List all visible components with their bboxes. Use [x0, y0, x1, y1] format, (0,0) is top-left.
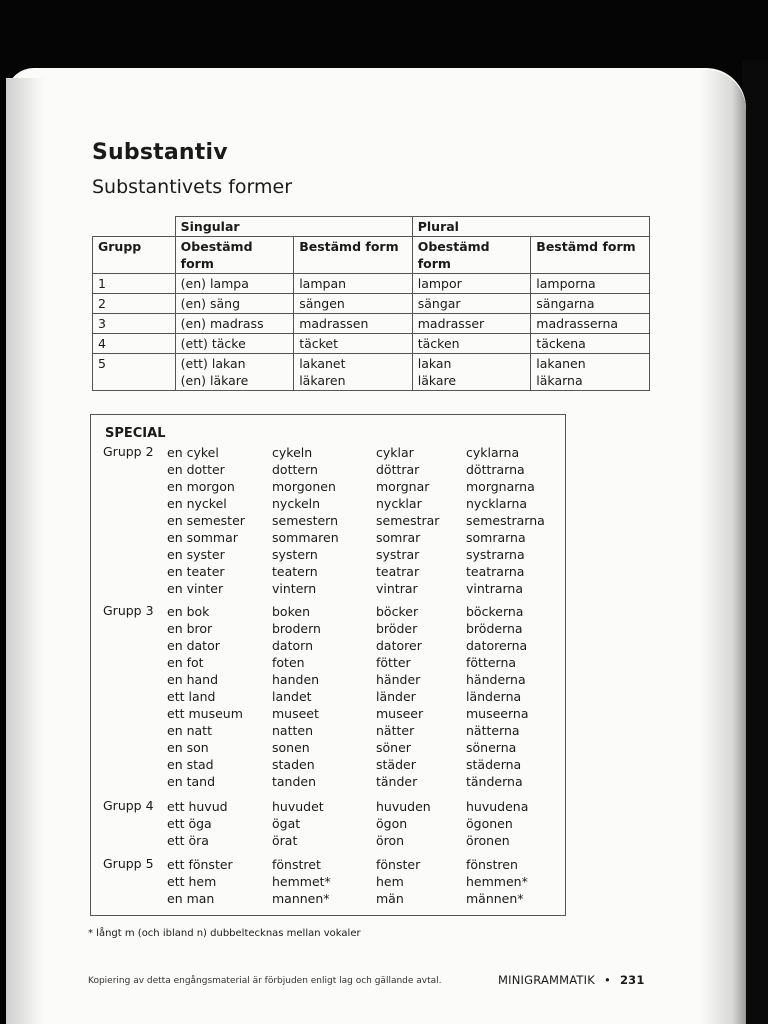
column-header-plural-definite: Bestämd form	[531, 237, 650, 274]
word-plural-definite: semestrarna	[466, 513, 545, 528]
footnote: * långt m (och ibland n) dubbeltecknas mellan vokaler	[88, 928, 361, 939]
word-singular-indefinite: ett land	[167, 689, 216, 704]
word-plural-indefinite: länder	[376, 689, 416, 704]
word-singular-definite: boken	[272, 604, 310, 619]
word-plural-indefinite: händer	[376, 672, 421, 687]
word-plural-definite: fötterna	[466, 655, 517, 670]
cell-plural-indefinite: madrasser	[412, 314, 531, 334]
word-plural-definite: öronen	[466, 833, 510, 848]
word-plural-indefinite: tänder	[376, 774, 418, 789]
cell-line: lakanen	[536, 356, 586, 371]
word-plural-indefinite: öron	[376, 833, 405, 848]
list-item	[103, 529, 563, 546]
word-plural-definite: morgnarna	[466, 479, 535, 494]
table-row	[93, 354, 650, 391]
word-plural-definite: sönerna	[466, 740, 517, 755]
word-singular-indefinite: en cykel	[167, 445, 219, 460]
word-singular-indefinite: en nyckel	[167, 496, 227, 511]
word-plural-indefinite: ögon	[376, 816, 408, 831]
table-column-header-row	[93, 237, 650, 274]
word-singular-indefinite: en bror	[167, 621, 213, 636]
cell-grupp: 3	[93, 314, 176, 334]
group-label: Grupp 4	[103, 798, 154, 813]
cell-grupp: 1	[93, 274, 176, 294]
list-item	[103, 873, 563, 890]
word-singular-definite: handen	[272, 672, 320, 687]
word-plural-definite: döttrarna	[466, 462, 525, 477]
word-singular-definite: museet	[272, 706, 319, 721]
page-edge-shadow-right	[700, 70, 746, 1024]
cell-singular-definite: madrassen	[294, 314, 413, 334]
cell-plural-definite: madrasserna	[531, 314, 650, 334]
cell-line: lakanet	[299, 356, 346, 371]
word-singular-definite: tanden	[272, 774, 317, 789]
table-empty-corner	[93, 217, 176, 237]
word-singular-definite: staden	[272, 757, 315, 772]
word-plural-definite: fönstren	[466, 857, 518, 872]
list-item	[103, 722, 563, 739]
cell-plural-definite	[531, 354, 650, 391]
word-plural-definite: teatrarna	[466, 564, 525, 579]
word-plural-indefinite: somrar	[376, 530, 421, 545]
cell-singular-definite: sängen	[294, 294, 413, 314]
list-item	[103, 603, 563, 620]
cell-line: (ett) lakan	[180, 356, 246, 371]
word-plural-indefinite: cyklar	[376, 445, 414, 460]
word-singular-definite: brodern	[272, 621, 321, 636]
word-singular-indefinite: ett huvud	[167, 799, 228, 814]
cell-singular-indefinite: (en) madrass	[175, 314, 294, 334]
word-singular-definite: örat	[272, 833, 298, 848]
list-item	[103, 637, 563, 654]
word-singular-definite: hemmet*	[272, 874, 331, 889]
word-singular-indefinite: ett öga	[167, 816, 212, 831]
word-plural-definite: männen*	[466, 891, 524, 906]
word-plural-indefinite: fönster	[376, 857, 421, 872]
word-singular-indefinite: en son	[167, 740, 209, 755]
word-singular-indefinite: en syster	[167, 547, 225, 562]
word-plural-definite: städerna	[466, 757, 522, 772]
group-label: Grupp 3	[103, 603, 154, 618]
word-plural-indefinite: nycklar	[376, 496, 422, 511]
list-item	[103, 580, 563, 597]
list-item	[103, 832, 563, 849]
word-plural-indefinite: morgnar	[376, 479, 430, 494]
word-plural-definite: nycklarna	[466, 496, 528, 511]
list-item	[103, 495, 563, 512]
word-plural-definite: datorerna	[466, 638, 528, 653]
word-singular-definite: sonen	[272, 740, 310, 755]
word-singular-indefinite: ett fönster	[167, 857, 233, 872]
list-item	[103, 815, 563, 832]
cell-singular-definite	[294, 354, 413, 391]
word-plural-definite: tänderna	[466, 774, 523, 789]
word-singular-indefinite: en stad	[167, 757, 214, 772]
cell-line: (en) läkare	[180, 373, 249, 388]
cell-singular-indefinite: (en) säng	[175, 294, 294, 314]
word-plural-indefinite: bröder	[376, 621, 418, 636]
group-label: Grupp 2	[103, 444, 154, 459]
cell-plural-indefinite: täcken	[412, 334, 531, 354]
column-header-singular-definite: Bestämd form	[294, 237, 413, 274]
word-singular-indefinite: en tand	[167, 774, 216, 789]
cell-singular-indefinite: (ett) täcke	[175, 334, 294, 354]
word-singular-indefinite: en natt	[167, 723, 212, 738]
cell-singular-indefinite: (en) lampa	[175, 274, 294, 294]
word-plural-indefinite: döttrar	[376, 462, 420, 477]
singular-header: Singular	[175, 217, 412, 237]
word-singular-indefinite: en morgon	[167, 479, 235, 494]
list-item	[103, 856, 563, 873]
word-singular-definite: dottern	[272, 462, 318, 477]
word-plural-indefinite: systrar	[376, 547, 420, 562]
list-item	[103, 654, 563, 671]
cell-plural-definite: täckena	[531, 334, 650, 354]
group-label: Grupp 5	[103, 856, 154, 871]
word-singular-indefinite: en fot	[167, 655, 204, 670]
word-plural-indefinite: fötter	[376, 655, 411, 670]
column-header-singular-indefinite: Obestämd form	[175, 237, 294, 274]
word-singular-indefinite: en teater	[167, 564, 225, 579]
list-item	[103, 671, 563, 688]
list-item	[103, 512, 563, 529]
word-plural-definite: länderna	[466, 689, 522, 704]
page-title: Substantiv	[92, 140, 228, 165]
cell-singular-definite: täcket	[294, 334, 413, 354]
word-singular-definite: vintern	[272, 581, 317, 596]
word-plural-definite: huvudena	[466, 799, 529, 814]
cell-line: läkaren	[299, 373, 346, 388]
table-group-header-row	[93, 217, 650, 237]
word-singular-indefinite: en dator	[167, 638, 220, 653]
page-number: 231	[619, 973, 645, 987]
column-header-plural-indefinite: Obestämd form	[412, 237, 531, 274]
word-singular-indefinite: ett hem	[167, 874, 217, 889]
cell-grupp: 2	[93, 294, 176, 314]
word-plural-definite: bröderna	[466, 621, 523, 636]
cell-line: läkare	[417, 373, 457, 388]
word-plural-indefinite: semestrar	[376, 513, 440, 528]
word-singular-definite: cykeln	[272, 445, 313, 460]
list-item	[103, 478, 563, 495]
word-singular-indefinite: en hand	[167, 672, 219, 687]
word-singular-definite: semestern	[272, 513, 339, 528]
word-singular-definite: nyckeln	[272, 496, 321, 511]
copyright-notice: Kopiering av detta engångsmaterial är förbjuden enligt lag och gällande avtal.	[88, 976, 442, 986]
section-name: MINIGRAMMATIK	[498, 973, 595, 987]
word-singular-definite: datorn	[272, 638, 313, 653]
word-plural-indefinite: huvuden	[376, 799, 431, 814]
word-plural-indefinite: städer	[376, 757, 416, 772]
word-plural-definite: vintrarna	[466, 581, 523, 596]
word-plural-indefinite: hem	[376, 874, 404, 889]
table-row	[93, 294, 650, 314]
word-plural-definite: ögonen	[466, 816, 513, 831]
list-item	[103, 461, 563, 478]
word-plural-definite: böckerna	[466, 604, 524, 619]
page-footer	[498, 973, 645, 987]
list-item	[103, 620, 563, 637]
word-plural-indefinite: män	[376, 891, 404, 906]
table-row	[93, 314, 650, 334]
word-singular-indefinite: en man	[167, 891, 215, 906]
word-singular-definite: teatern	[272, 564, 318, 579]
word-plural-indefinite: söner	[376, 740, 411, 755]
word-plural-definite: nätterna	[466, 723, 520, 738]
page-edge-shadow-left	[6, 78, 44, 1024]
word-singular-definite: natten	[272, 723, 313, 738]
word-singular-definite: sommaren	[272, 530, 339, 545]
word-singular-definite: morgonen	[272, 479, 336, 494]
word-plural-definite: systrarna	[466, 547, 525, 562]
word-plural-indefinite: datorer	[376, 638, 422, 653]
list-item	[103, 688, 563, 705]
cell-plural-indefinite: lampor	[412, 274, 531, 294]
word-singular-definite: ögat	[272, 816, 301, 831]
cell-plural-indefinite: sängar	[412, 294, 531, 314]
table-row	[93, 274, 650, 294]
word-plural-indefinite: vintrar	[376, 581, 418, 596]
word-singular-definite: mannen*	[272, 891, 330, 906]
list-item	[103, 705, 563, 722]
cell-singular-indefinite	[175, 354, 294, 391]
noun-forms-table	[92, 216, 650, 391]
cell-line: läkarna	[536, 373, 583, 388]
word-singular-indefinite: en bok	[167, 604, 210, 619]
cell-plural-definite: sängarna	[531, 294, 650, 314]
word-plural-definite: cyklarna	[466, 445, 520, 460]
word-plural-indefinite: nätter	[376, 723, 415, 738]
list-item	[103, 546, 563, 563]
list-item	[103, 890, 563, 907]
word-plural-definite: museerna	[466, 706, 529, 721]
cell-plural-definite: lamporna	[531, 274, 650, 294]
cell-grupp: 5	[93, 354, 176, 391]
word-plural-definite: hemmen*	[466, 874, 528, 889]
list-item	[103, 563, 563, 580]
list-item	[103, 798, 563, 815]
word-singular-indefinite: en dotter	[167, 462, 225, 477]
list-item	[103, 756, 563, 773]
word-singular-indefinite: ett museum	[167, 706, 243, 721]
list-item	[103, 773, 563, 790]
word-singular-definite: huvudet	[272, 799, 324, 814]
column-header-grupp: Grupp	[93, 237, 176, 274]
cell-line: lakan	[417, 356, 452, 371]
word-plural-definite: händerna	[466, 672, 526, 687]
word-singular-definite: systern	[272, 547, 318, 562]
bullet-separator: •	[604, 973, 611, 987]
special-title: SPECIAL	[105, 426, 166, 441]
word-singular-definite: landet	[272, 689, 312, 704]
word-singular-indefinite: ett öra	[167, 833, 209, 848]
list-item	[103, 444, 563, 461]
special-box	[90, 414, 566, 916]
word-singular-indefinite: en sommar	[167, 530, 238, 545]
cell-singular-definite: lampan	[294, 274, 413, 294]
word-singular-definite: fönstret	[272, 857, 321, 872]
word-singular-definite: foten	[272, 655, 305, 670]
word-plural-indefinite: museer	[376, 706, 424, 721]
list-item	[103, 739, 563, 756]
cell-grupp: 4	[93, 334, 176, 354]
word-plural-definite: somrarna	[466, 530, 526, 545]
plural-header: Plural	[412, 217, 649, 237]
word-plural-indefinite: böcker	[376, 604, 419, 619]
word-plural-indefinite: teatrar	[376, 564, 420, 579]
cell-plural-indefinite	[412, 354, 531, 391]
section-title: Substantivets former	[92, 176, 293, 198]
word-singular-indefinite: en vinter	[167, 581, 224, 596]
word-singular-indefinite: en semester	[167, 513, 245, 528]
table-row	[93, 334, 650, 354]
